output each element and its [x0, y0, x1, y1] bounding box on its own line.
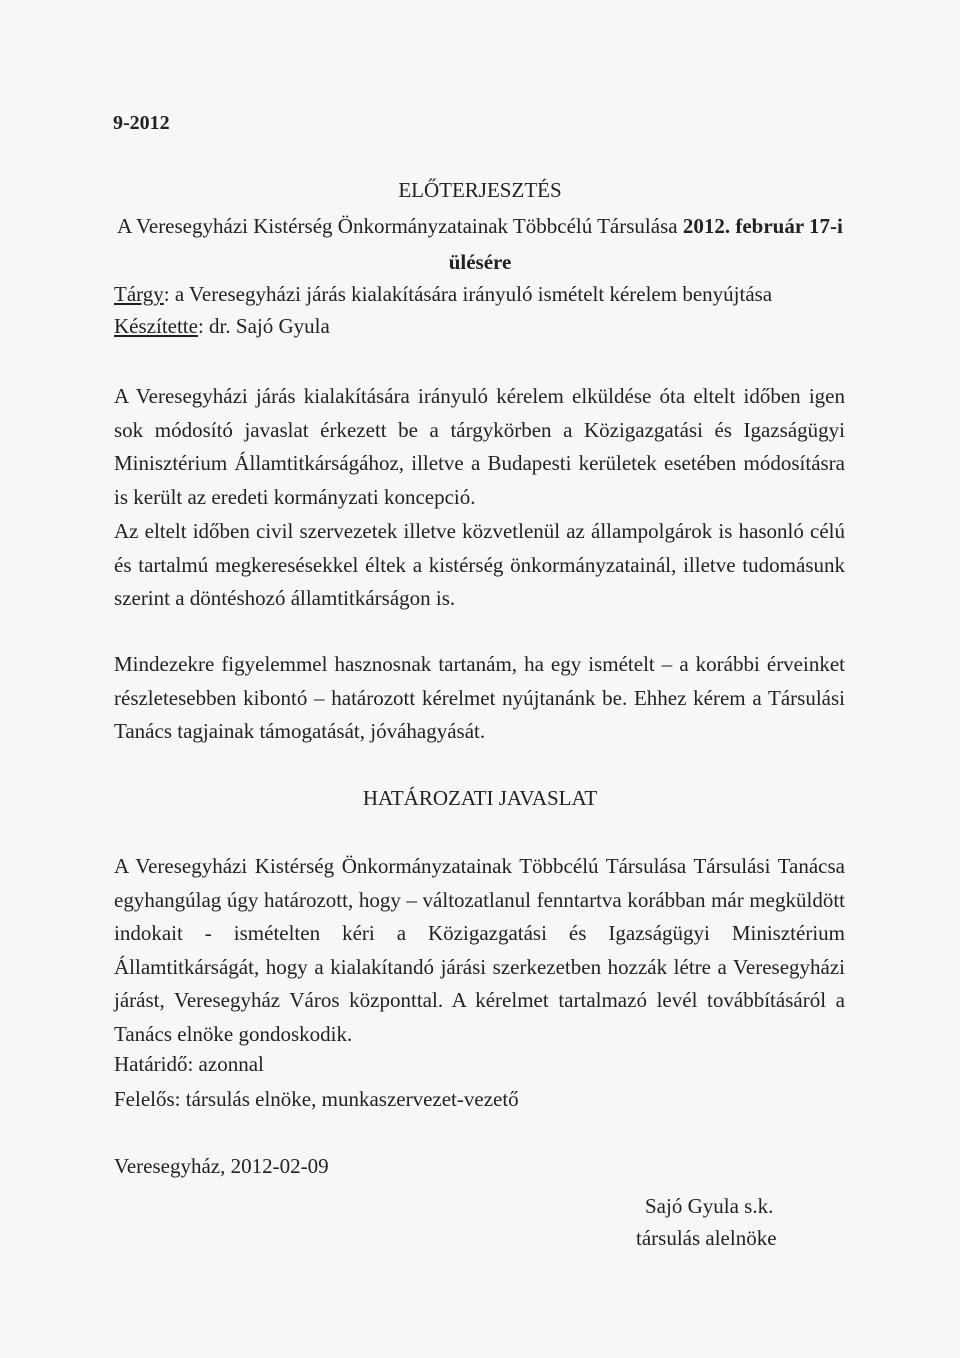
meeting-line-2 — [0, 250, 960, 275]
subject-text: : a Veresegyházi járás kialakítására irányuló ismételt kérelem benyújtása — [163, 282, 773, 306]
deadline-line: Határidő: azonnal — [114, 1052, 264, 1076]
resolution-title: HATÁROZATI JAVASLAT — [362, 786, 598, 810]
meeting-date: 2012. február 17-i — [682, 214, 843, 238]
prepared-text: : dr. Sajó Gyula — [197, 314, 330, 338]
prepared-by-line — [114, 314, 330, 339]
meeting-line-1 — [0, 214, 960, 239]
resolution-paragraph: A Veresegyházi Kistérség Önkormányzatainak Többcélú Társulása Társulási Tanácsa egyhangúlag úgy határozott, hogy – változatlanul fenntartva korábban már megküldött indokait - ismételten kéri a Közigazgatási és Igazságügyi Minisztérium Államtitkárságát, hogy a kialakítandó járási szerkezetben hozzák létre a Veresegyházi járást, Veresegyház Város központtal. A kérelmet tartalmazó levél továbbításáról a Tanács elnöke gondoskodik. — [114, 854, 845, 1046]
paragraph-1: A Veresegyházi járás kialakítására irányuló kérelem elküldése óta eltelt időben igen sok módosító javaslat érkezett be a tárgykörben a Közigazgatási és Igazságügyi Minisztérium Államtitkárságához, illetve a Budapesti kerületek esetében módosításra is került az eredeti kormányzati koncepció. — [114, 384, 845, 509]
paragraph-2: Az eltelt időben civil szervezetek illetve közvetlenül az állampolgárok is hasonló célú és tartalmú megkeresésekkel éltek a kistérség önkormányzatainál, illetve tudomásunk szerint a döntéshozó államtitkárságon is. — [114, 519, 845, 610]
signer-title: társulás alelnöke — [636, 1226, 777, 1250]
subject-label: Tárgy — [114, 282, 164, 306]
document-number: 9-2012 — [113, 112, 170, 134]
paragraph-3: Mindezekre figyelemmel hasznosnak tartanám, ha egy ismételt – a korábbi érveinket részletesebben kibontó – határozott kérelmet nyújtanánk be. Ehhez kérem a Társulási Tanács tagjainak támogatását, jóváhagyását. — [114, 652, 845, 743]
meeting-session: ülésére — [448, 250, 512, 274]
subject-line — [114, 282, 772, 307]
signer-name: Sajó Gyula s.k. — [645, 1194, 774, 1218]
prepared-label: Készítette — [114, 314, 198, 338]
meeting-line-1-text: A Veresegyházi Kistérség Önkormányzatainak Többcélú Társulása — [117, 214, 683, 238]
responsible-line: Felelős: társulás elnöke, munkaszervezet-vezető — [114, 1087, 519, 1111]
document-title: ELŐTERJESZTÉS — [398, 178, 562, 202]
place-date-line: Veresegyház, 2012-02-09 — [114, 1154, 329, 1178]
